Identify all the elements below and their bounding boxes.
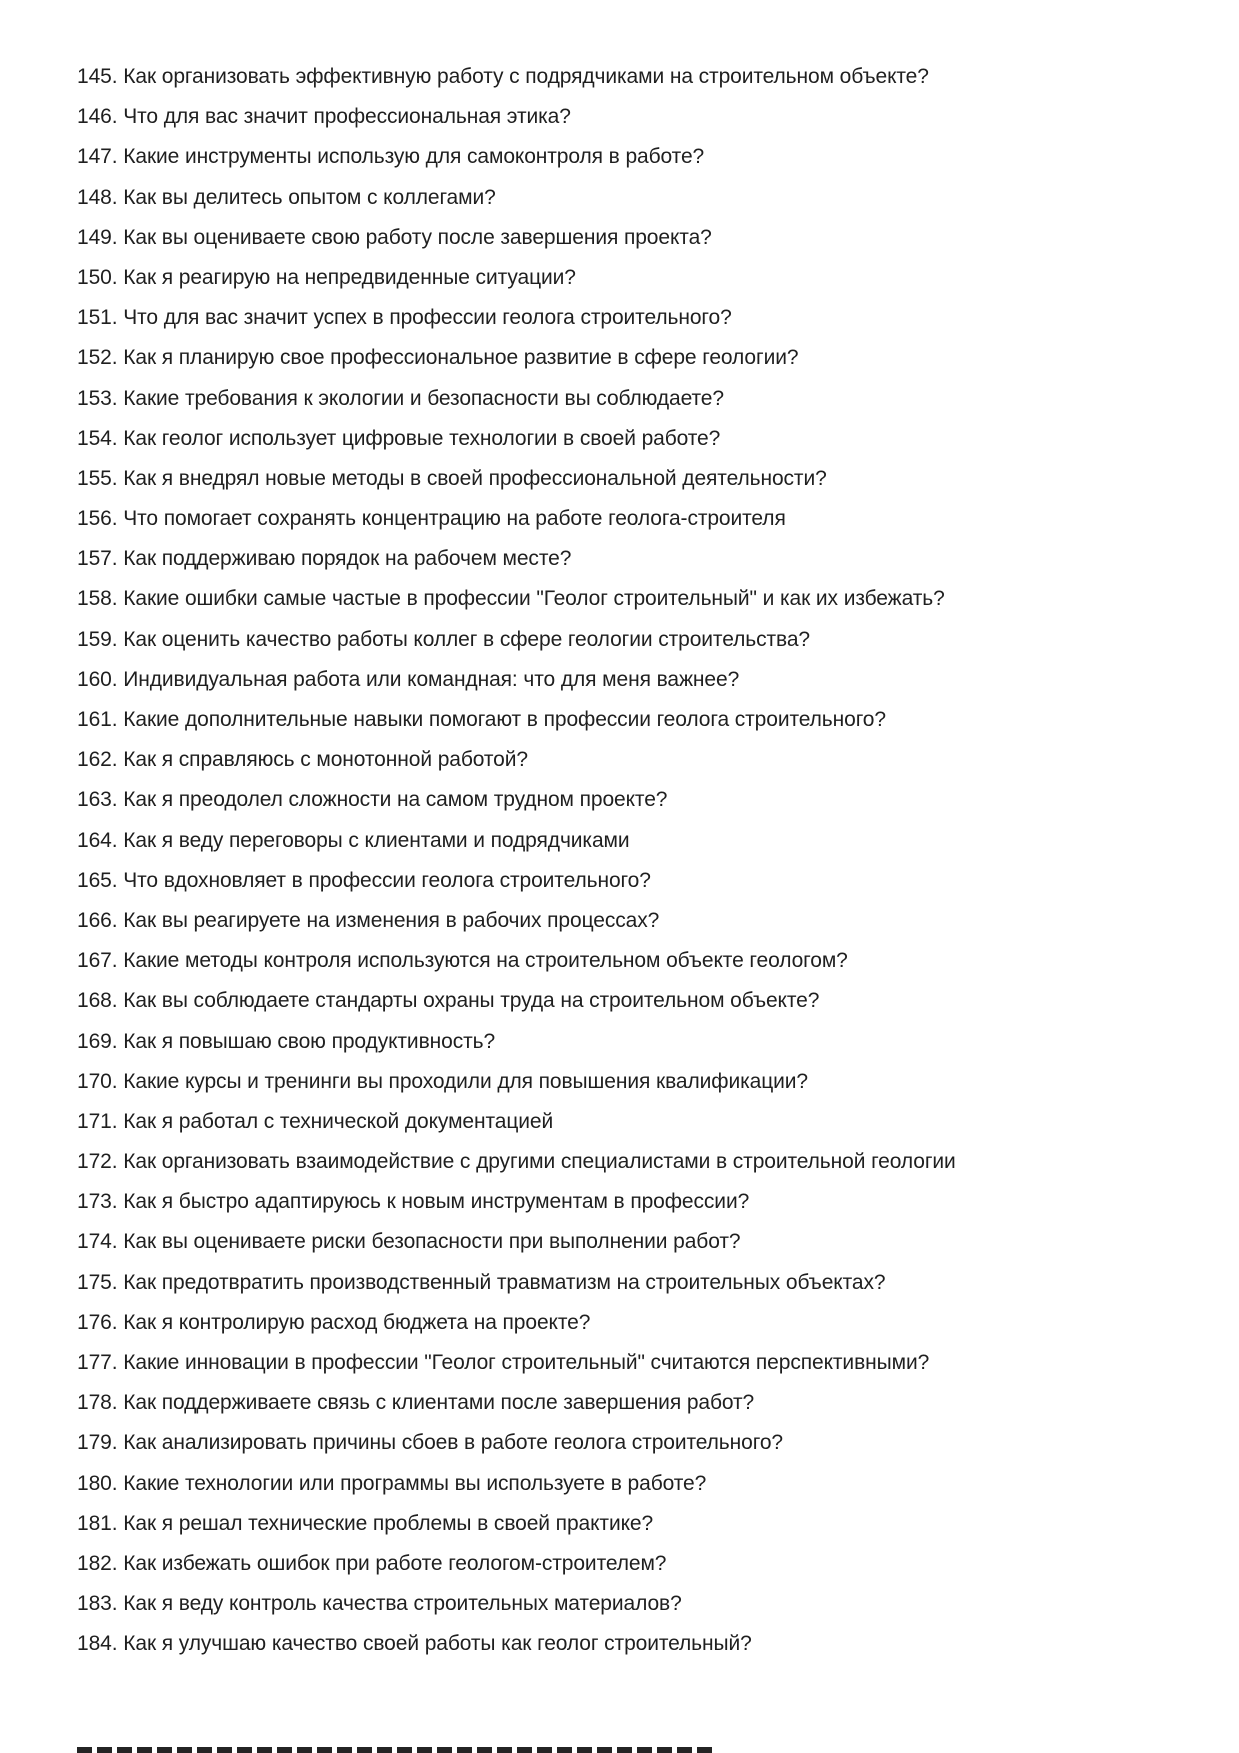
item-text: Что для вас значит успех в профессии геолога строительного? [123,306,732,330]
question-item [77,620,1209,660]
question-list [77,57,1209,1665]
item-text: Как я внедрял новые методы в своей профессиональной деятельности? [123,466,827,490]
item-number: 156. [77,507,118,531]
item-number: 168. [77,989,118,1013]
item-text: Как я планирую свое профессиональное развитие в сфере геологии? [123,346,799,370]
item-number: 152. [77,346,118,370]
item-number: 181. [77,1511,118,1535]
item-number: 172. [77,1150,118,1174]
item-text: Что вдохновляет в профессии геолога строительного? [123,868,651,892]
item-text: Как геолог использует цифровые технологии в своей работе? [123,426,721,450]
question-item [77,861,1209,901]
question-item [77,539,1209,579]
question-item [77,137,1209,177]
question-item [77,1423,1209,1463]
item-number: 159. [77,627,118,651]
item-number: 150. [77,265,118,289]
item-number: 169. [77,1029,118,1053]
question-item [77,1303,1209,1343]
item-text: Как я преодолел сложности на самом трудном проекте? [123,788,668,812]
item-number: 165. [77,868,118,892]
item-text: Как вы оцениваете риски безопасности при выполнении работ? [123,1230,741,1254]
question-item [77,1182,1209,1222]
question-item [77,258,1209,298]
question-item [77,1584,1209,1624]
item-text: Какие технологии или программы вы используете в работе? [123,1471,707,1495]
question-item [77,821,1209,861]
question-item [77,499,1209,539]
item-text: Что для вас значит профессиональная этика? [123,105,571,129]
question-item [77,1343,1209,1383]
item-text: Как я улучшаю качество своей работы как геолог строительный? [123,1632,752,1656]
item-text: Как я веду контроль качества строительных материалов? [123,1592,682,1616]
item-text: Как я повышаю свою продуктивность? [123,1029,496,1053]
question-item [77,1624,1209,1664]
item-number: 176. [77,1310,118,1334]
question-item [77,700,1209,740]
clipped-next-line-sliver [77,1747,715,1753]
item-number: 174. [77,1230,118,1254]
item-text: Как организовать взаимодействие с другими специалистами в строительной геологии [123,1150,956,1174]
question-item [77,941,1209,981]
item-text: Как вы реагируете на изменения в рабочих процессах? [123,908,660,932]
question-item [77,660,1209,700]
item-text: Как я веду переговоры с клиентами и подрядчиками [123,828,630,852]
question-item [77,57,1209,97]
item-text: Как я контролирую расход бюджета на проекте? [123,1310,591,1334]
question-item [77,1383,1209,1423]
item-number: 153. [77,386,118,410]
item-number: 166. [77,908,118,932]
question-item [77,1263,1209,1303]
item-text: Как вы оцениваете свою работу после завершения проекта? [123,225,712,249]
item-number: 147. [77,145,118,169]
question-item [77,218,1209,258]
item-text: Как избежать ошибок при работе геологом-строителем? [123,1551,667,1575]
item-text: Как я быстро адаптируюсь к новым инструментам в профессии? [123,1190,750,1214]
question-item [77,379,1209,419]
item-text: Индивидуальная работа или командная: что для меня важнее? [123,667,740,691]
item-text: Какие инновации в профессии "Геолог строительный" считаются перспективными? [123,1351,930,1374]
question-item [77,1102,1209,1142]
item-text: Как вы делитесь опытом с коллегами? [123,185,496,209]
question-item [77,1062,1209,1102]
question-item [77,459,1209,499]
item-text: Как я реагирую на непредвиденные ситуации? [123,265,576,289]
question-item [77,981,1209,1021]
question-item [77,338,1209,378]
item-text: Какие курсы и тренинги вы проходили для повышения квалификации? [123,1069,808,1093]
item-text: Какие ошибки самые частые в профессии "Геолог строительный" и как их избежать? [123,587,945,611]
question-item [77,97,1209,137]
question-item [77,740,1209,780]
item-number: 163. [77,788,118,812]
item-number: 148. [77,185,118,209]
question-item [77,298,1209,338]
item-text: Как я справляюсь с монотонной работой? [123,748,528,772]
item-text: Что помогает сохранять концентрацию на работе геолога-строителя [123,507,786,531]
item-text: Как вы соблюдаете стандарты охраны труда на строительном объекте? [123,989,820,1013]
item-number: 146. [77,105,118,129]
item-number: 157. [77,547,118,571]
item-text: Как предотвратить производственный травматизм на строительных объектах? [123,1270,886,1294]
item-number: 183. [77,1592,118,1616]
item-number: 164. [77,828,118,852]
item-number: 160. [77,667,118,691]
item-number: 162. [77,748,118,772]
question-item [77,1544,1209,1584]
item-number: 171. [77,1109,118,1133]
item-text: Как организовать эффективную работу с подрядчиками на строительном объекте? [123,65,929,88]
item-number: 180. [77,1471,118,1495]
item-number: 184. [77,1632,118,1656]
item-text: Как анализировать причины сбоев в работе геолога строительного? [123,1431,783,1455]
item-number: 161. [77,708,118,731]
item-number: 179. [77,1431,118,1455]
item-number: 158. [77,587,118,611]
item-number: 145. [77,65,118,88]
question-item [77,1222,1209,1262]
question-item [77,178,1209,218]
item-number: 154. [77,426,118,450]
item-number: 167. [77,949,118,973]
item-text: Какие требования к экологии и безопасности вы соблюдаете? [123,386,724,410]
item-number: 177. [77,1351,118,1374]
question-item [77,901,1209,941]
item-number: 149. [77,225,118,249]
item-number: 151. [77,306,118,330]
item-text: Как я решал технические проблемы в своей практике? [123,1511,654,1535]
question-item [77,1022,1209,1062]
item-number: 182. [77,1551,118,1575]
item-text: Какие дополнительные навыки помогают в профессии геолога строительного? [123,708,886,731]
question-item [77,1504,1209,1544]
item-text: Как я работал с технической документацией [123,1109,554,1133]
item-text: Как оценить качество работы коллег в сфере геологии строительства? [123,627,810,651]
question-item [77,780,1209,820]
item-number: 155. [77,466,118,490]
item-text: Как поддерживаете связь с клиентами после завершения работ? [123,1391,755,1415]
item-text: Какие методы контроля используются на строительном объекте геологом? [123,949,848,973]
item-number: 175. [77,1270,118,1294]
question-item [77,1142,1209,1182]
item-number: 173. [77,1190,118,1214]
item-text: Как поддерживаю порядок на рабочем месте? [123,547,572,571]
question-item [77,419,1209,459]
question-item [77,1464,1209,1504]
item-number: 170. [77,1069,118,1093]
question-item [77,579,1209,619]
item-number: 178. [77,1391,118,1415]
item-text: Какие инструменты использую для самоконтроля в работе? [123,145,705,169]
